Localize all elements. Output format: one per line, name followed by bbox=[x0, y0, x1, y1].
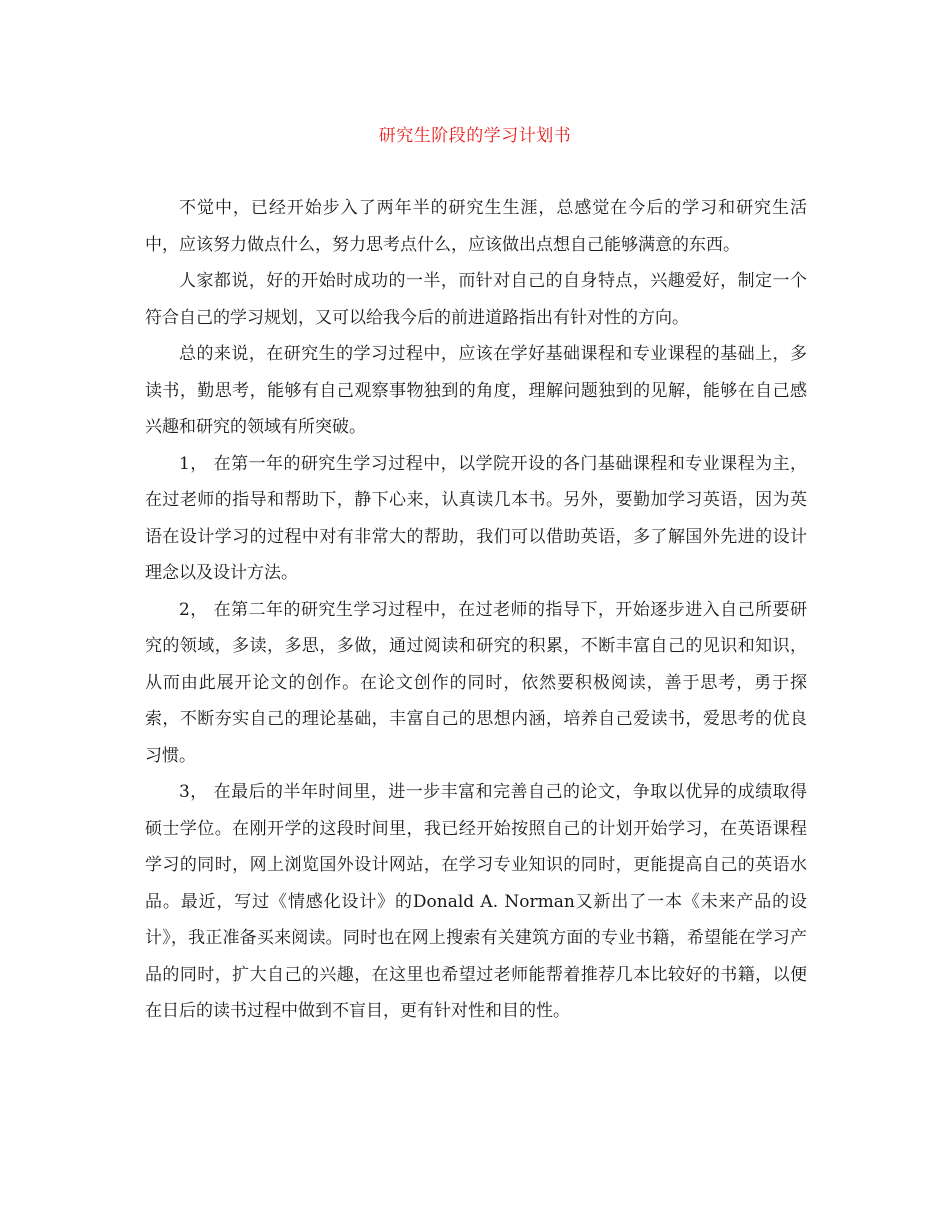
paragraph-year-one: 1， 在第一年的研究生学习过程中，以学院开设的各门基础课程和专业课程为主，在过老师的指导和帮助下，静下心来，认真读几本书。另外，要勤加学习英语，因为英语在设计学习的过程中对有非常大的帮助，我们可以借助英语，多了解国外先进的设计理念以及设计方法。 bbox=[145, 453, 807, 583]
paragraph-summary: 总的来说，在研究生的学习过程中，应该在学好基础课程和专业课程的基础上，多读书，勤思考，能够有自己观察事物独到的角度，理解问题独到的见解，能够在自己感兴趣和研究的领域有所突破。 bbox=[145, 344, 807, 437]
paragraph-planning: 人家都说，好的开始时成功的一半，而针对自己的自身特点，兴趣爱好，制定一个符合自己的学习规划，又可以给我今后的前进道路指出有针对性的方向。 bbox=[145, 271, 807, 328]
paragraph-year-two: 2， 在第二年的研究生学习过程中，在过老师的指导下，开始逐步进入自己所要研究的领域，多读，多思，多做，通过阅读和研究的积累，不断丰富自己的见识和知识，从而由此展开论文的创作。在论文创作的同时，依然要积极阅读，善于思考，勇于探索，不断夯实自己的理论基础，丰富自己的思想内涵，培养自己爱读书，爱思考的优良习惯。 bbox=[145, 599, 807, 766]
paragraph-intro: 不觉中，已经开始步入了两年半的研究生生涯，总感觉在今后的学习和研究生活中，应该努力做点什么，努力思考点什么，应该做出点想自己能够满意的东西。 bbox=[145, 198, 807, 255]
document-title: 研究生阶段的学习计划书 bbox=[378, 126, 572, 146]
document-body bbox=[145, 190, 807, 1030]
paragraph-final-half-year: 3， 在最后的半年时间里，进一步丰富和完善自己的论文，争取以优异的成绩取得硕士学位。在刚开学的这段时间里，我已经开始按照自己的计划开始学习，在英语课程学习的同时，网上浏览国外设计网站，在学习专业知识的同时，更能提高自己的英语水品。最近，写过《情感化设计》的Donald A. Norman又新出了一本《未来产品的设计》，我正准备买来阅读。同时也在网上搜索有关建筑方面的专业书籍，希望能在学习产品的同时，扩大自己的兴趣，在这里也希望过老师能帮着推荐几本比较好的书籍，以便在日后的读书过程中做到不盲目，更有针对性和目的性。 bbox=[145, 782, 807, 1021]
